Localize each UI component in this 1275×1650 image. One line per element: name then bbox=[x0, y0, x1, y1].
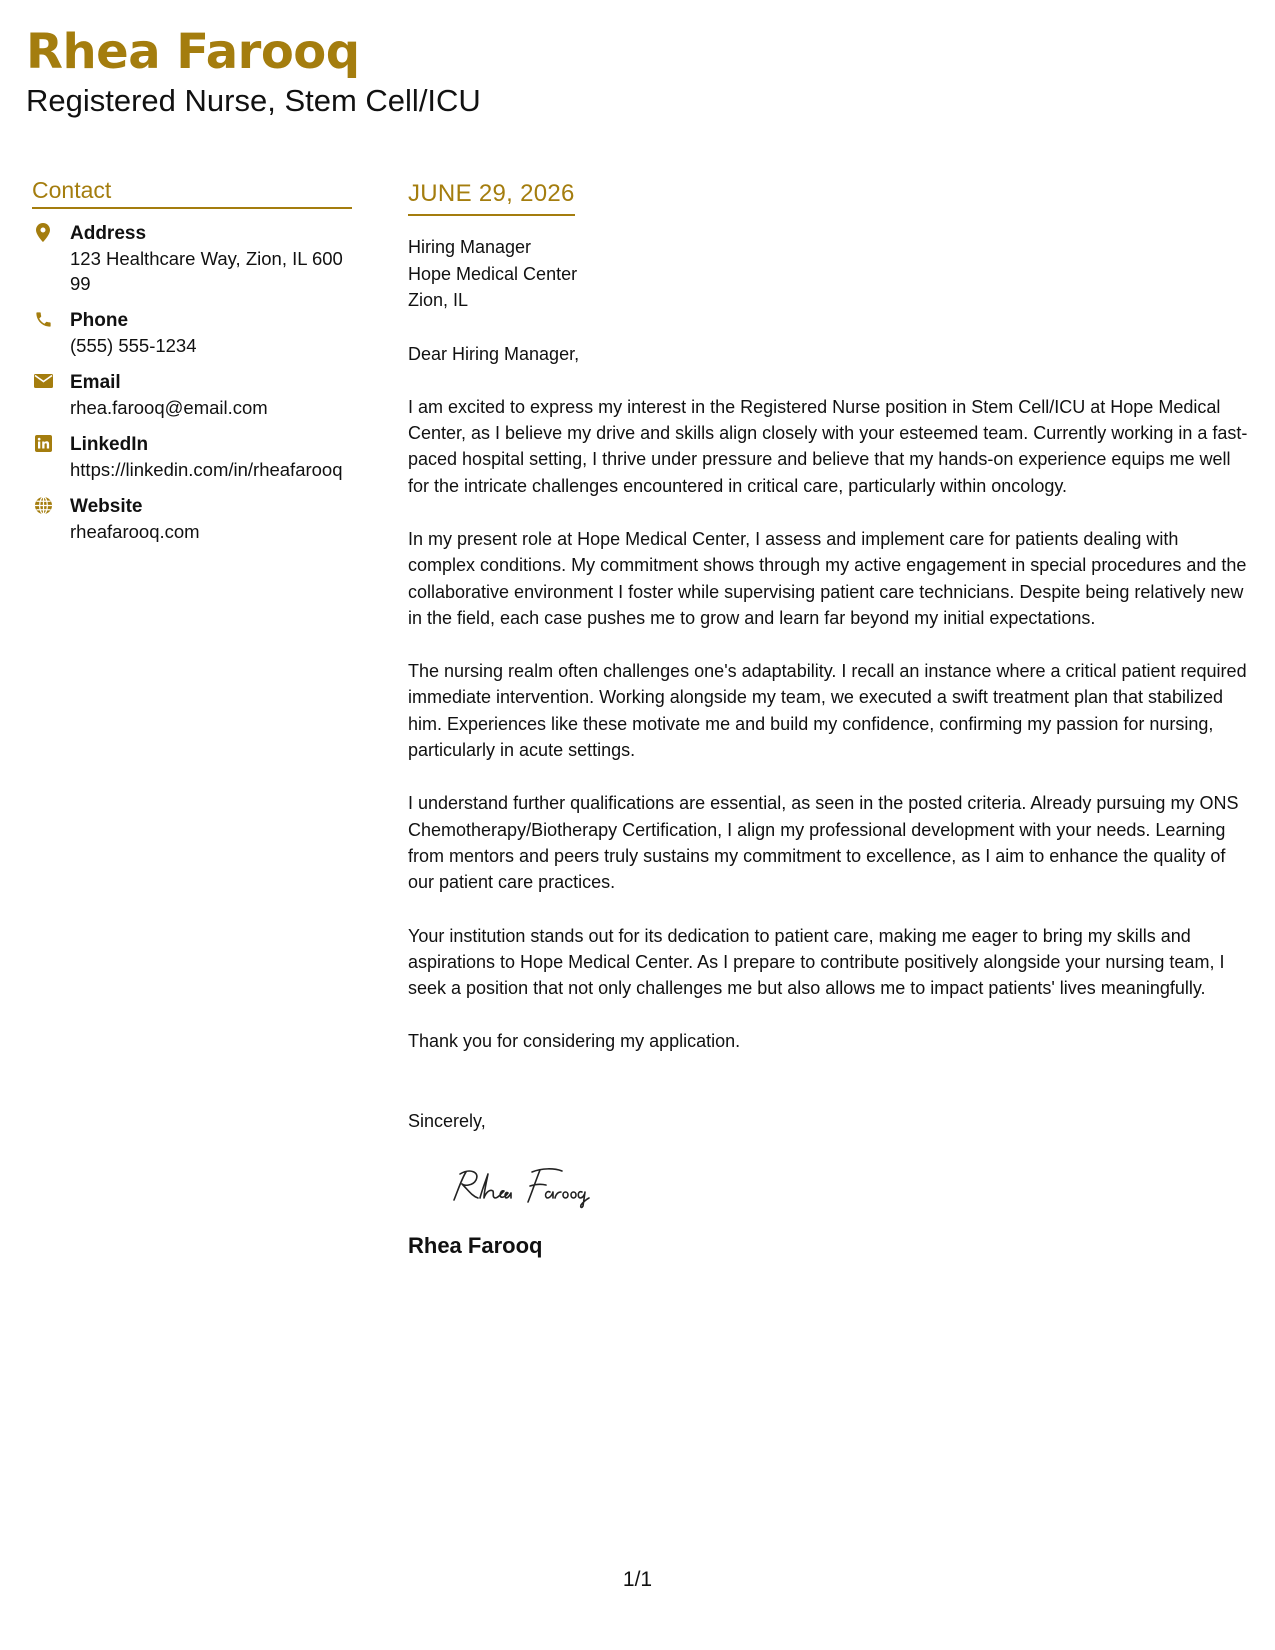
contact-sidebar bbox=[32, 175, 352, 556]
salutation: Dear Hiring Manager, bbox=[408, 343, 580, 364]
address-value: 123 Healthcare Way, Zion, IL 60099 bbox=[70, 248, 343, 294]
letter-date: JUNE 29, 2026 bbox=[408, 178, 575, 216]
map-pin-icon bbox=[33, 222, 53, 242]
closing: Sincerely, bbox=[408, 1110, 486, 1131]
letter-paragraph: The nursing realm often challenges one's adaptability. I recall an instance where a critical patient required immediate intervention. Working alongside my team, we executed a swift treatment plan that stabilized him. Experiences like these motivate me and build my confidence, confirming my passion for nursing, particularly in acute settings. bbox=[408, 661, 1247, 761]
phone-icon bbox=[33, 309, 53, 329]
signature-image bbox=[446, 1162, 646, 1212]
recipient-line: Hiring Manager bbox=[408, 237, 532, 257]
letter-body bbox=[408, 178, 1248, 1260]
contact-label: Address bbox=[70, 223, 147, 244]
letter-paragraph: I am excited to express my interest in the Registered Nurse position in Stem Cell/ICU at Hope Medical Center, as I believe my drive and skills align closely with your esteemed team. Currently working in a fast-paced hospital setting, I thrive under pressure and believe that my hands-on experience equips me well for the intricate challenges encountered in critical care, particularly within oncology. bbox=[408, 396, 1248, 496]
recipient-line: Zion, IL bbox=[408, 290, 469, 310]
letter-paragraph: In my present role at Hope Medical Center, I assess and implement care for patients dealing with complex conditions. My commitment shows through my active engagement in special procedures and the collaborative environment I foster while supervising patient care technicians. Despite being relatively new in the field, each case pushes me to grow and learn far beyond my initial expectations. bbox=[408, 528, 1247, 628]
applicant-title: Registered Nurse, Stem Cell/ICU bbox=[26, 83, 481, 118]
page-number: 1/1 bbox=[622, 1568, 653, 1591]
phone-value[interactable]: (555) 555-1234 bbox=[70, 335, 197, 356]
contact-item-phone bbox=[32, 308, 352, 358]
contact-item-website bbox=[32, 494, 352, 544]
contact-heading: Contact bbox=[32, 175, 352, 209]
letter-paragraph: I understand further qualifications are essential, as seen in the posted criteria. Already pursuing my ONS Chemotherapy/Biotherapy Certification, I align my professional development with your needs. Learning from mentors and peers truly sustains my commitment to excellence, as I aim to enhance the quality of our patient care practices. bbox=[408, 793, 1239, 893]
contact-label: Email bbox=[70, 372, 121, 393]
applicant-name: Rhea Farooq bbox=[26, 24, 360, 80]
contact-label: LinkedIn bbox=[70, 434, 149, 455]
email-value[interactable]: rhea.farooq@email.com bbox=[70, 397, 268, 418]
globe-icon bbox=[33, 495, 53, 515]
envelope-icon bbox=[33, 371, 53, 391]
contact-item-linkedin bbox=[32, 432, 352, 482]
handwritten-signature bbox=[446, 1162, 1248, 1212]
contact-label: Phone bbox=[70, 310, 129, 331]
header bbox=[26, 22, 481, 120]
linkedin-value[interactable]: https://linkedin.com/in/rheafarooq bbox=[70, 459, 343, 480]
contact-item-email bbox=[32, 370, 352, 420]
linkedin-icon bbox=[33, 433, 53, 453]
contact-item-address bbox=[32, 221, 352, 296]
recipient-block bbox=[408, 234, 1248, 314]
contact-label: Website bbox=[70, 496, 143, 517]
website-value[interactable]: rheafarooq.com bbox=[70, 521, 200, 542]
signer-name: Rhea Farooq bbox=[408, 1233, 543, 1259]
recipient-line: Hope Medical Center bbox=[408, 263, 578, 284]
letter-paragraph: Thank you for considering my application. bbox=[408, 1031, 741, 1052]
letter-paragraph: Your institution stands out for its dedication to patient care, making me eager to bring my skills and aspirations to Hope Medical Center. As I prepare to contribute positively alongside your nursing team, I seek a position that not only challenges me but also allows me to impact patients' lives meaningfully. bbox=[408, 925, 1225, 999]
